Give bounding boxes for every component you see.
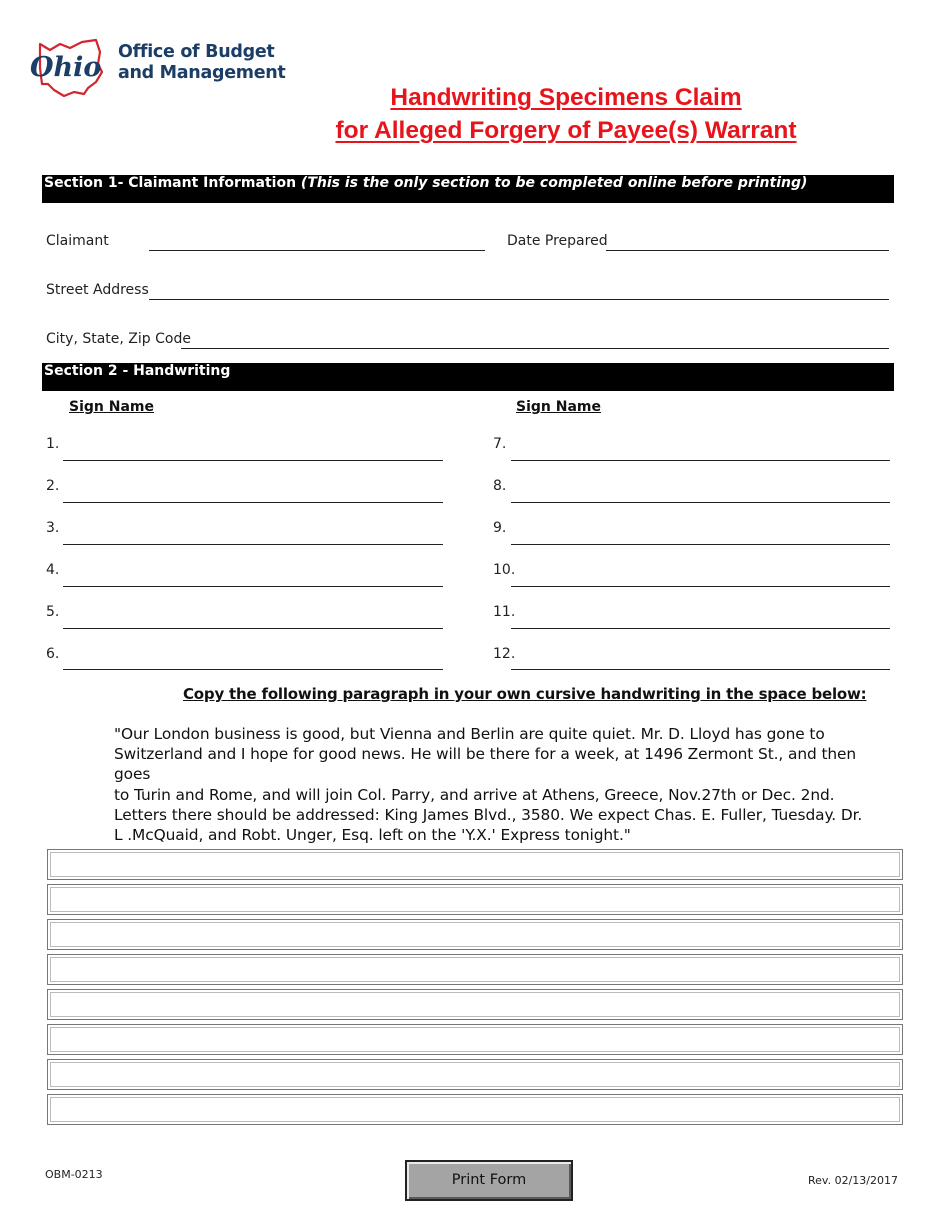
sign-number: 9.	[493, 520, 507, 536]
sign-number: 3.	[46, 520, 60, 536]
section1-header	[42, 175, 894, 203]
sign-number: 1.	[46, 436, 60, 452]
specimen-paragraph	[114, 724, 874, 845]
signature-line-7[interactable]	[511, 460, 890, 461]
office-line-1: Office of Budget	[118, 42, 275, 62]
paragraph-line: Switzerland and I hope for good news. He will be there for a week, at 1496 Zermont St., and then goes	[114, 745, 857, 784]
street-address-field[interactable]	[149, 299, 889, 300]
paragraph-line: to Turin and Rome, and will join Col. Parry, and arrive at Athens, Greece, Nov.27th or Dec. 2nd.	[114, 785, 835, 804]
copy-instruction: Copy the following paragraph in your own cursive handwriting in the space below:	[183, 685, 867, 703]
revision-date: Rev. 02/13/2017	[808, 1174, 898, 1187]
sign-name-header-left: Sign Name	[69, 399, 154, 415]
date-prepared-field[interactable]	[606, 250, 889, 251]
handwriting-box-8[interactable]	[47, 1094, 903, 1125]
form-id: OBM-0213	[45, 1168, 103, 1181]
sign-number: 6.	[46, 646, 60, 662]
handwriting-box-5[interactable]	[47, 989, 903, 1020]
sign-number: 10.	[493, 562, 516, 578]
sign-number: 12.	[493, 646, 516, 662]
sign-number: 7.	[493, 436, 507, 452]
signature-line-1[interactable]	[63, 460, 443, 461]
handwriting-box-6[interactable]	[47, 1024, 903, 1055]
signature-line-12[interactable]	[511, 669, 890, 670]
claimant-field[interactable]	[149, 250, 485, 251]
signature-line-10[interactable]	[511, 586, 890, 587]
sign-number: 8.	[493, 478, 507, 494]
section1-title: Section 1- Claimant Information	[44, 175, 297, 191]
handwriting-box-4[interactable]	[47, 954, 903, 985]
office-line-2: and Management	[118, 63, 286, 83]
signature-line-9[interactable]	[511, 544, 890, 545]
title-line-2: for Alleged Forgery of Payee(s) Warrant	[335, 117, 797, 144]
claimant-label: Claimant	[46, 233, 109, 249]
signature-line-5[interactable]	[63, 628, 443, 629]
print-form-button[interactable]: Print Form	[405, 1160, 573, 1201]
handwriting-box-1[interactable]	[47, 849, 903, 880]
street-address-label: Street Address	[46, 282, 149, 298]
sign-number: 11.	[493, 604, 516, 620]
sign-number: 5.	[46, 604, 60, 620]
signature-line-11[interactable]	[511, 628, 890, 629]
city-state-zip-label: City, State, Zip Code	[46, 331, 191, 347]
signature-line-6[interactable]	[63, 669, 443, 670]
city-state-zip-field[interactable]	[181, 348, 889, 349]
sign-number: 2.	[46, 478, 60, 494]
section1-note: (This is the only section to be completed online before printing)	[300, 175, 808, 191]
signature-line-8[interactable]	[511, 502, 890, 503]
section2-title: Section 2 - Handwriting	[44, 363, 231, 379]
signature-line-2[interactable]	[63, 502, 443, 503]
sign-number: 4.	[46, 562, 60, 578]
handwriting-box-2[interactable]	[47, 884, 903, 915]
paragraph-line: Letters there should be addressed: King James Blvd., 3580. We expect Chas. E. Fuller, Tuesday. Dr.	[114, 805, 863, 824]
paragraph-line: "Our London business is good, but Vienna and Berlin are quite quiet. Mr. D. Lloyd has gone to	[114, 725, 825, 743]
logo-word: Ohio	[30, 52, 102, 83]
signature-line-3[interactable]	[63, 544, 443, 545]
date-prepared-label: Date Prepared	[507, 233, 608, 249]
handwriting-box-7[interactable]	[47, 1059, 903, 1090]
handwriting-box-3[interactable]	[47, 919, 903, 950]
office-name	[118, 42, 286, 84]
paragraph-line: L .McQuaid, and Robt. Unger, Esq. left on the 'Y.X.' Express tonight."	[114, 826, 631, 845]
title-line-1: Handwriting Specimens Claim	[390, 84, 742, 111]
section2-header	[42, 363, 894, 391]
signature-line-4[interactable]	[63, 586, 443, 587]
sign-name-header-right: Sign Name	[516, 399, 601, 415]
